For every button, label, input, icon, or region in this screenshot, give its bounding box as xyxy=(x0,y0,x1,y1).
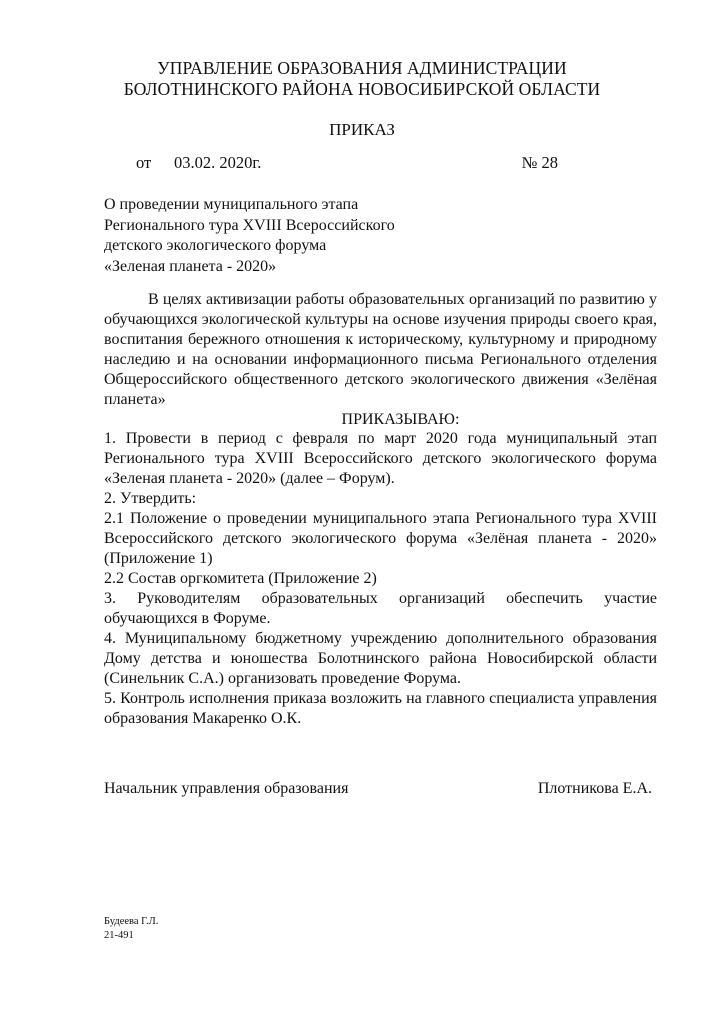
document-header xyxy=(0,58,724,100)
order-item: 2.2 Состав оргкомитета (Приложение 2) xyxy=(104,570,377,587)
order-subject xyxy=(104,195,464,277)
date-prefix: от xyxy=(136,153,152,172)
order-item: 1. Провести в период с февраля по март 2020 года муниципальный этап Регионального тура XVIII Всероссийского детского экологического форума «Зеленая планета - 2020» (далее – Форум). xyxy=(104,430,657,487)
subject-line: Регионального тура XVIII Всероссийского xyxy=(104,216,395,234)
signatory-position: Начальник управления образования xyxy=(104,780,349,797)
order-item: 2. Утвердить: xyxy=(104,490,197,507)
order-number: № 28 xyxy=(521,153,558,172)
executor-name: Будеева Г.Л. xyxy=(104,916,159,927)
order-date: 03.02. 2020г. xyxy=(174,153,262,172)
subject-line: «Зеленая планета - 2020» xyxy=(104,257,277,275)
document-type-title: ПРИКАЗ xyxy=(329,120,395,139)
order-item: 2.1 Положение о проведении муниципального этапа Регионального тура XVIII Всероссийского детского экологического форума «Зелёная планета - 2020» (Приложение 1) xyxy=(104,510,657,567)
header-line-2: БОЛОТНИНСКОГО РАЙОНА НОВОСИБИРСКОЙ ОБЛАСТИ xyxy=(123,79,601,99)
order-body xyxy=(104,290,657,729)
preamble-paragraph: В целях активизации работы образовательных организаций по развитию у обучающихся экологической культуры на основе изучения природы своего края, воспитания бережного отношения к историческому, культурному и природному наследию и на основании информационного письма Регионального отделения Общероссийского общественного детского экологического движения «Зелёная планета» xyxy=(104,291,657,408)
executor-note xyxy=(104,915,158,943)
header-line-1: УПРАВЛЕНИЕ ОБРАЗОВАНИЯ АДМИНИСТРАЦИИ xyxy=(157,58,567,78)
subject-line: О проведении муниципального этапа xyxy=(104,196,359,213)
order-item: 4. Муниципальному бюджетному учреждению дополнительного образования Дому детства и юношества Болотнинского района Новосибирской области (Синельник С.А.) организовать проведение Форума. xyxy=(104,630,657,687)
order-directive-word: ПРИКАЗЫВАЮ: xyxy=(341,411,460,428)
executor-phone: 21-491 xyxy=(104,930,134,941)
signatory-name: Плотникова Е.А. xyxy=(537,780,652,797)
order-item: 3. Руководителям образовательных организаций обеспечить участие обучающихся в Форуме. xyxy=(104,590,657,627)
subject-line: детского экологического форума xyxy=(104,237,327,254)
order-item: 5. Контроль исполнения приказа возложить на главного специалиста управления образования Макаренко О.К. xyxy=(104,690,657,727)
